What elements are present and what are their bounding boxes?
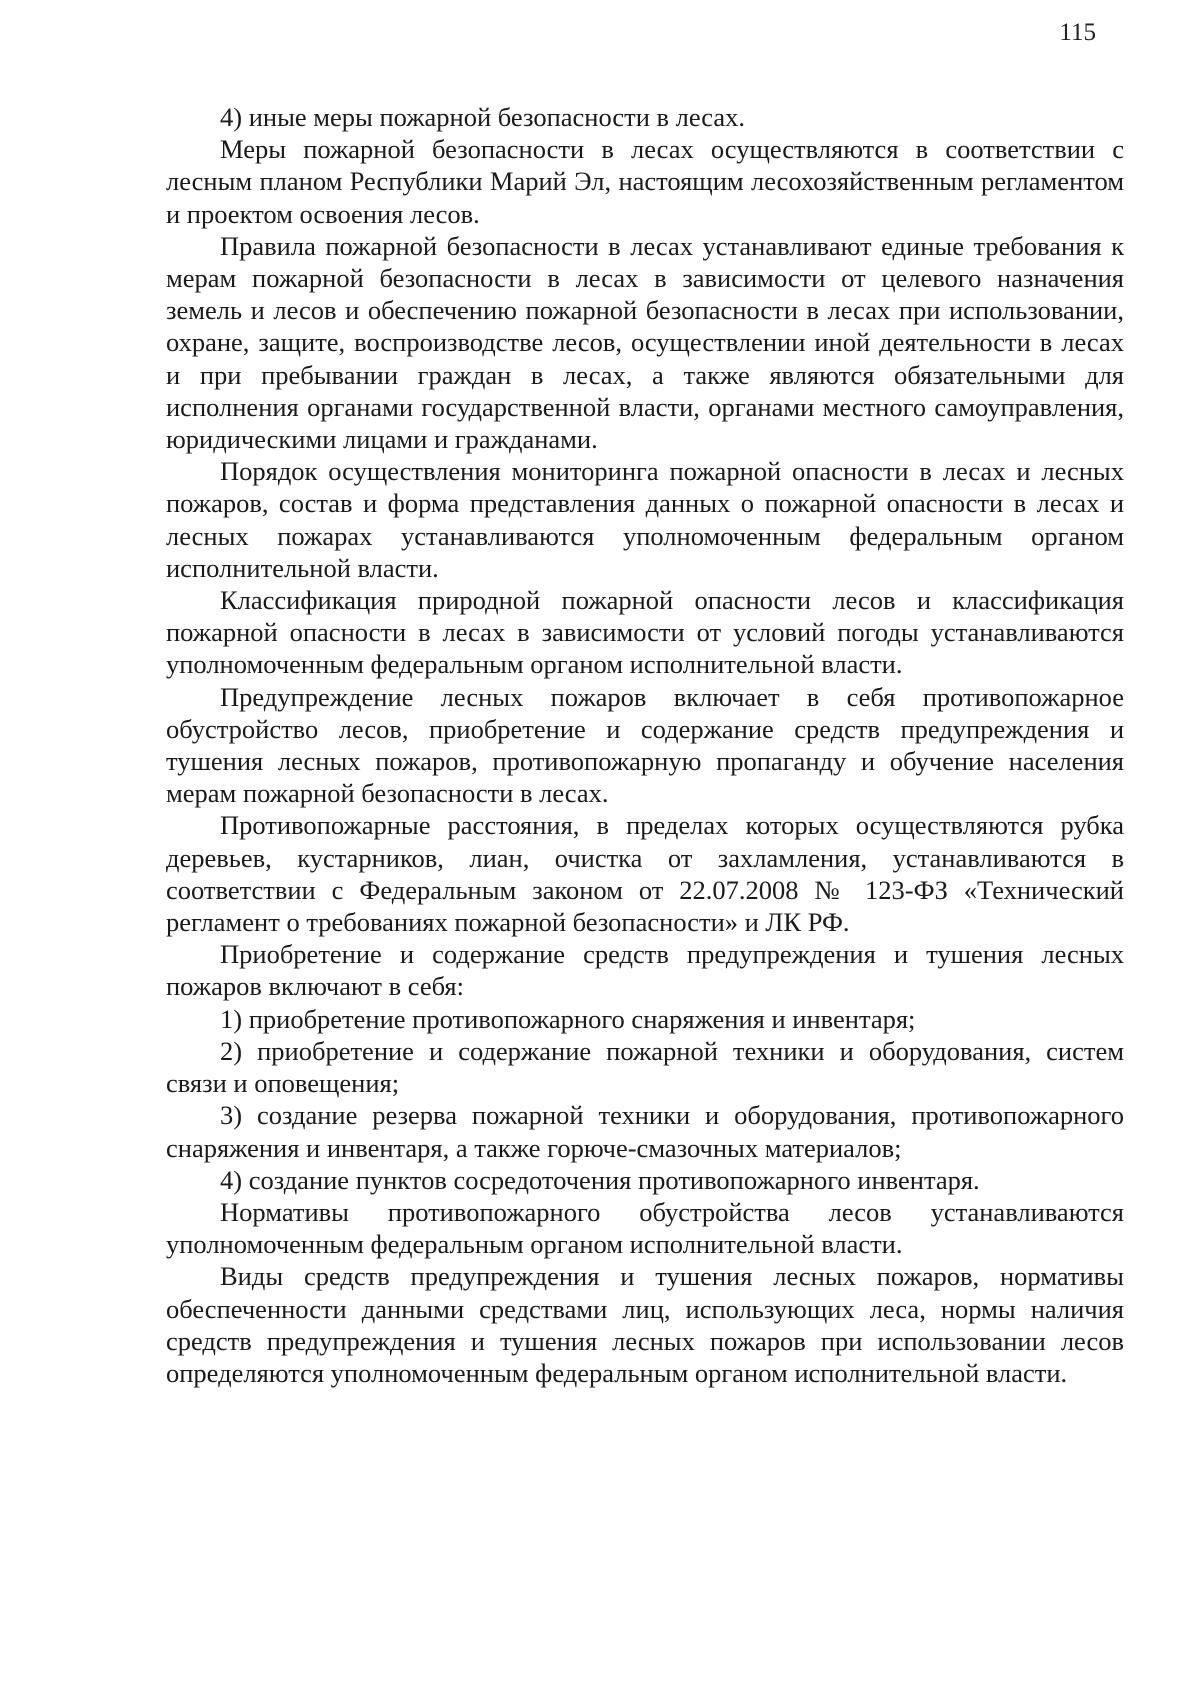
paragraph-equipment-norms: Нормативы противопожарного обустройства лесов устанавливаются уполномоченным федеральным органом исполнительной власти. <box>166 1196 1124 1260</box>
paragraph-fire-prevention: Предупреждение лесных пожаров включает в себя противопожарное обустройство лесов, приобретение и содержание средств предупреждения и тушения лесных пожаров, противопожарную пропаганду и обучение населения мерам пожарной безопасности в лесах. <box>166 681 1124 809</box>
document-body <box>166 101 1124 1389</box>
paragraph-fire-distances: Противопожарные расстояния, в пределах которых осуществляются рубка деревьев, кустарников, лиан, очистка от захламления, устанавливаются в соответствии с Федеральным законом от 22.07.2008 № 123-ФЗ «Технический регламент о требованиях пожарной безопасности» и ЛК РФ. <box>166 810 1124 938</box>
list-item-3: 3) создание резерва пожарной техники и оборудования, противопожарного снаряжения и инвентаря, а также горюче-смазочных материалов; <box>166 1100 1124 1163</box>
paragraph-means-types: Виды средств предупреждения и тушения лесных пожаров, нормативы обеспеченности данными средствами лиц, использующих леса, нормы наличия средств предупреждения и тушения лесных пожаров при использовании лесов определяются уполномоченным федеральным органом исполнительной власти. <box>166 1261 1124 1388</box>
paragraph-fire-safety-measures: Меры пожарной безопасности в лесах осуществляются в соответствии с лесным планом Республики Марий Эл, настоящим лесохозяйственным регламентом и проектом освоения лесов. <box>166 134 1124 229</box>
paragraph-fire-safety-rules: Правила пожарной безопасности в лесах устанавливают единые требования к мерам пожарной безопасности в лесах в зависимости от целевого назначения земель и лесов и обеспечению пожарной безопасности в лесах при использовании, охране, защите, воспроизводстве лесов, осуществлении иной деятельности в лесах и при пребывании граждан в лесах, а также являются обязательными для исполнения органами государственной власти, органами местного самоуправления, юридическими лицами и гражданами. <box>166 230 1124 455</box>
paragraph-list-item-4: 4) иные меры пожарной безопасности в лесах. <box>220 102 746 132</box>
list-item-4: 4) создание пунктов сосредоточения противопожарного инвентаря. <box>220 1164 980 1195</box>
page-number: 115 <box>1059 19 1096 46</box>
paragraph-means-acquisition: Приобретение и содержание средств предупреждения и тушения лесных пожаров включают в себя: <box>166 939 1124 1002</box>
list-item-2: 2) приобретение и содержание пожарной техники и оборудования, систем связи и оповещения; <box>166 1035 1124 1099</box>
list-item-1: 1) приобретение противопожарного снаряжения и инвентаря; <box>220 1003 916 1034</box>
paragraph-monitoring-procedure: Порядок осуществления мониторинга пожарной опасности в лесах и лесных пожаров, состав и форма представления данных о пожарной опасности в лесах и лесных пожарах устанавливаются уполномоченным федеральным органом исполнительной власти. <box>166 456 1124 583</box>
paragraph-fire-danger-classification: Классификация природной пожарной опасности лесов и классификация пожарной опасности в лесах в зависимости от условий погоды устанавливаются уполномоченным федеральным органом исполнительной власти. <box>166 585 1124 680</box>
